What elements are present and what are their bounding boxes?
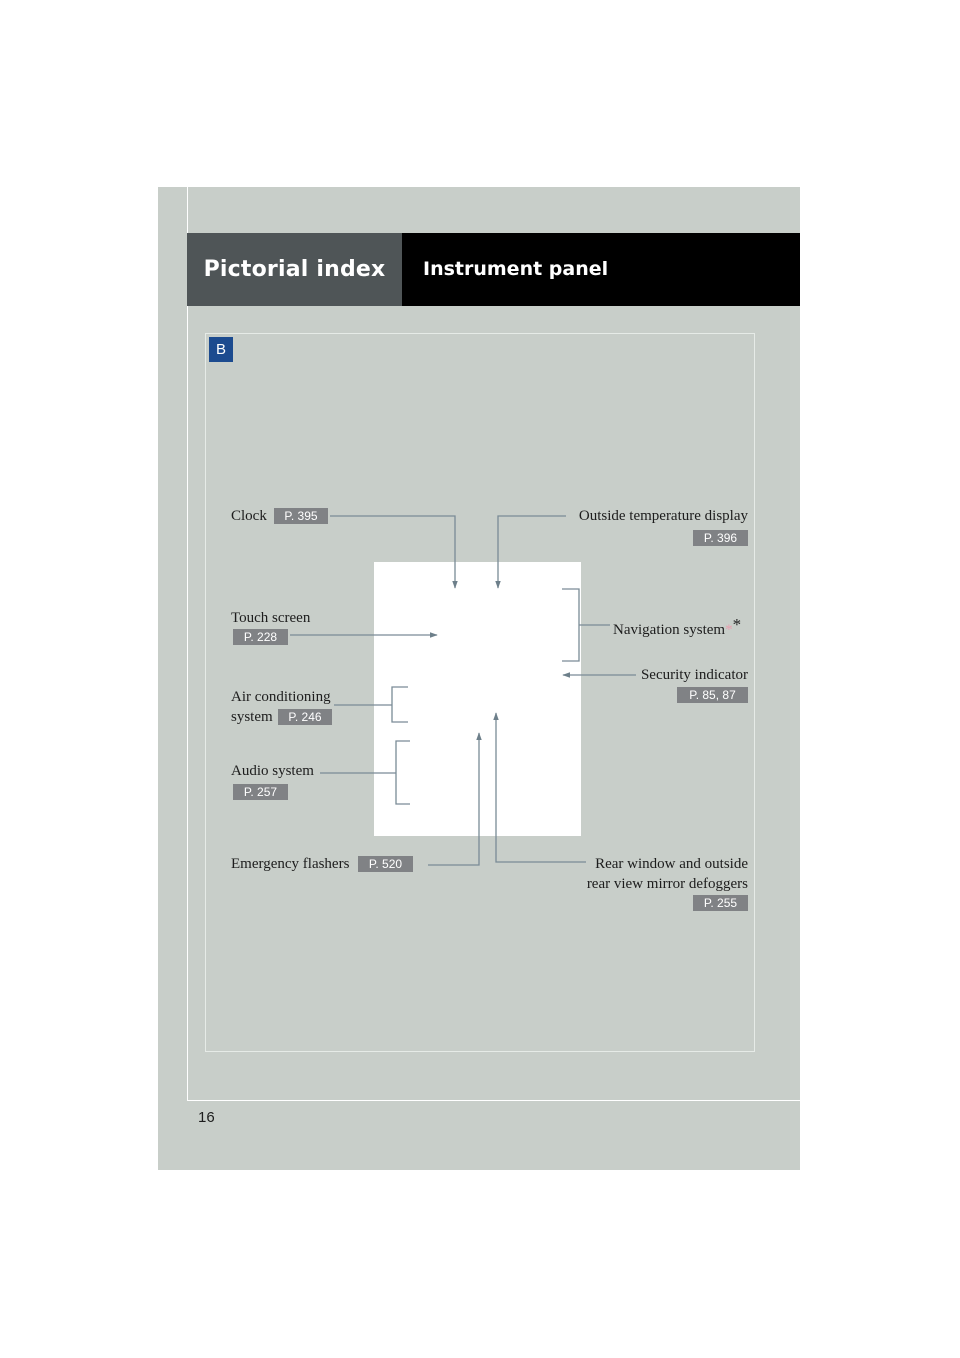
outside-temp-leader [498,516,566,588]
air-conditioning-label-line2: system [231,709,273,725]
security-label: Security indicator [640,667,748,683]
outside-temp-page-ref[interactable]: P. 396 [693,530,748,546]
rear-defogger-label-line2: rear view mirror defoggers [586,876,748,892]
section-title: Pictorial index [187,233,402,306]
touch-screen-page-ref[interactable]: P. 228 [233,629,288,645]
audio-label: Audio system [231,763,314,779]
emergency-flashers-label: Emergency flashers [231,856,350,872]
clock-leader [330,516,455,588]
audio-bracket [396,741,410,804]
navigation-text: Navigation system [613,622,726,638]
page-number: 16 [198,1109,215,1126]
touch-screen-label: Touch screen [231,610,311,626]
rear-defogger-page-ref[interactable]: P. 255 [693,895,748,911]
navigation-footnote-star: * [732,615,742,634]
security-page-ref[interactable]: P. 85, 87 [677,687,748,703]
rear-defogger-label-line1: Rear window and outside [595,856,748,872]
navigation-asterisk: * [725,622,733,638]
air-conditioning-page-ref[interactable]: P. 246 [278,709,332,725]
rear-leader [496,713,586,862]
navigation-label [613,615,741,640]
section-badge: B [209,337,233,362]
clock-page-ref[interactable]: P. 395 [274,508,328,524]
audio-page-ref[interactable]: P. 257 [233,784,288,800]
outside-temp-label: Outside temperature display [578,508,748,524]
page-title: Instrument panel [402,233,800,306]
navigation-bracket [562,589,579,661]
emergency-flashers-page-ref[interactable]: P. 520 [358,856,413,872]
emergency-leader [428,733,479,865]
air-conditioning-label-line1: Air conditioning [231,689,331,705]
air-bracket [392,687,408,722]
clock-label: Clock [231,508,267,524]
